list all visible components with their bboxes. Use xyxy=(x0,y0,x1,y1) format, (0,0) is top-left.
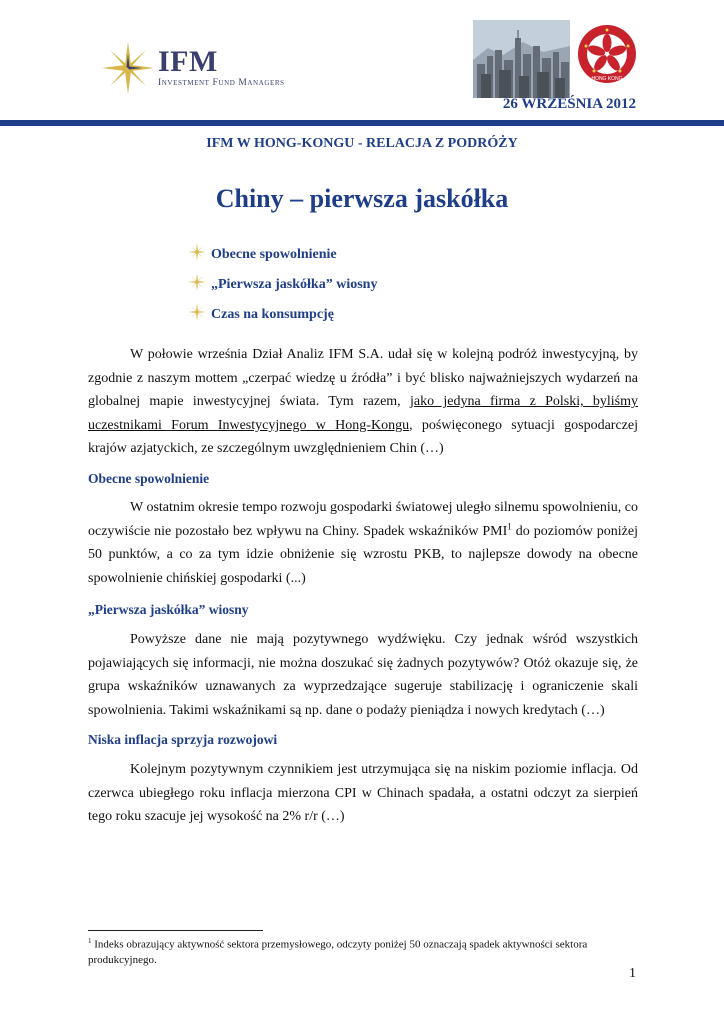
intro-paragraph xyxy=(88,343,638,461)
section-text-2: do poziomów poniżej 50 punktów, a co za tym idzie obniżenie się wzrostu PKB, to najlepsze dowody na obecne spowolnienie chińskiej gospodarki (...) xyxy=(88,523,638,586)
section-heading: Obecne spowolnienie xyxy=(88,471,210,486)
city-skyline-photo xyxy=(473,20,570,98)
logo-name: IFM xyxy=(158,45,218,78)
section-text: Kolejnym pozytywnym czynnikiem jest utrzymująca się na niskim poziomie inflacja. Od czerwca ubiegłego roku inflacja mierzona CPI w Chinach spadała, a ostatni odczyt za sierpień tego roku szacuje jej wysokość na 2% r/r (…) xyxy=(88,762,638,825)
logo-subtitle: Investment Fund Managers xyxy=(158,78,285,88)
footnote xyxy=(88,934,638,968)
intro-text-1: W połowie września Dział Analiz IFM S.A. udał się w kolejną podróż inwestycyjną, by zgodnie z naszym mottem „czerpać wiedzę u źródła” i być blisko najważniejszych wydarzeń na globalnej mapie inwestycyjnej świata. Tym razem, xyxy=(88,347,638,410)
section-heading: Niska inflacja sprzyja rozwojowi xyxy=(88,732,278,747)
star-bullet-icon xyxy=(188,243,206,261)
star-bullet-icon xyxy=(188,303,206,321)
bullet-item xyxy=(188,240,377,270)
ifm-logo-star-icon xyxy=(100,40,156,96)
footnote-number: 1 xyxy=(88,937,92,945)
hong-kong-emblem xyxy=(576,16,638,98)
page-number: 1 xyxy=(629,966,636,981)
bullet-item xyxy=(188,300,377,330)
intro-text-2: , poświęconego sytuacji gospodarczej krajów azjatyckich, ze szczególnym uwzględnieniem Chin (…) xyxy=(88,417,638,457)
ifm-logo-text xyxy=(158,47,285,89)
section-paragraph xyxy=(88,496,638,590)
intro-highlight-link[interactable]: jako jedyna firma z Polski, byliśmy uczestnikami Forum Inwestycyjnego w Hong-Kongu xyxy=(88,394,638,433)
footnote-rule xyxy=(88,930,263,931)
page-title: Chiny – pierwsza jaskółka xyxy=(215,184,509,213)
footnote-ref[interactable]: 1 xyxy=(507,520,512,531)
header-rule xyxy=(0,120,724,126)
bullet-label: Obecne spowolnienie xyxy=(211,247,337,262)
publication-date: 26 WRZEŚNIA 2012 xyxy=(502,96,636,112)
star-bullet-icon xyxy=(188,273,206,291)
bullet-list xyxy=(188,240,377,330)
section-title: IFM W HONG-KONGU - RELACJA Z PODRÓŻY xyxy=(206,136,518,151)
bullet-label: Czas na konsumpcję xyxy=(211,307,334,322)
footnote-text: Indeks obrazujący aktywność sektora przemysłowego, odczyty poniżej 50 oznaczają spadek aktywności sektora produkcyjnego. xyxy=(88,938,588,966)
section-text: Powyższe dane nie mają pozytywnego wydźwięku. Czy jednak wśród wszystkich pojawiających się informacji, nie można doszukać się żadnych pozytywów? Otóż okazuje się, że grupa wskaźników uznawanych za wyprzedzające sugeruje stabilizację i ograniczenie skali spowolnienia. Takimi wskaźnikami są np. dane o podaży pieniądza i nowych kredytach (…) xyxy=(88,632,638,718)
section-paragraph xyxy=(88,628,638,722)
bullet-label: „Pierwsza jaskółka” wiosny xyxy=(211,277,378,292)
section-heading: „Pierwsza jaskółka” wiosny xyxy=(88,602,249,617)
emblem-caption: HONG KONG xyxy=(591,76,623,82)
section-paragraph xyxy=(88,758,638,829)
bullet-item xyxy=(188,270,377,300)
section-text-1: W ostatnim okresie tempo rozwoju gospodarki światowej uległo silnemu spowolnieniu, co oczywiście nie pozostało bez wpływu na Chiny. Spadek wskaźników PMI xyxy=(88,500,638,539)
